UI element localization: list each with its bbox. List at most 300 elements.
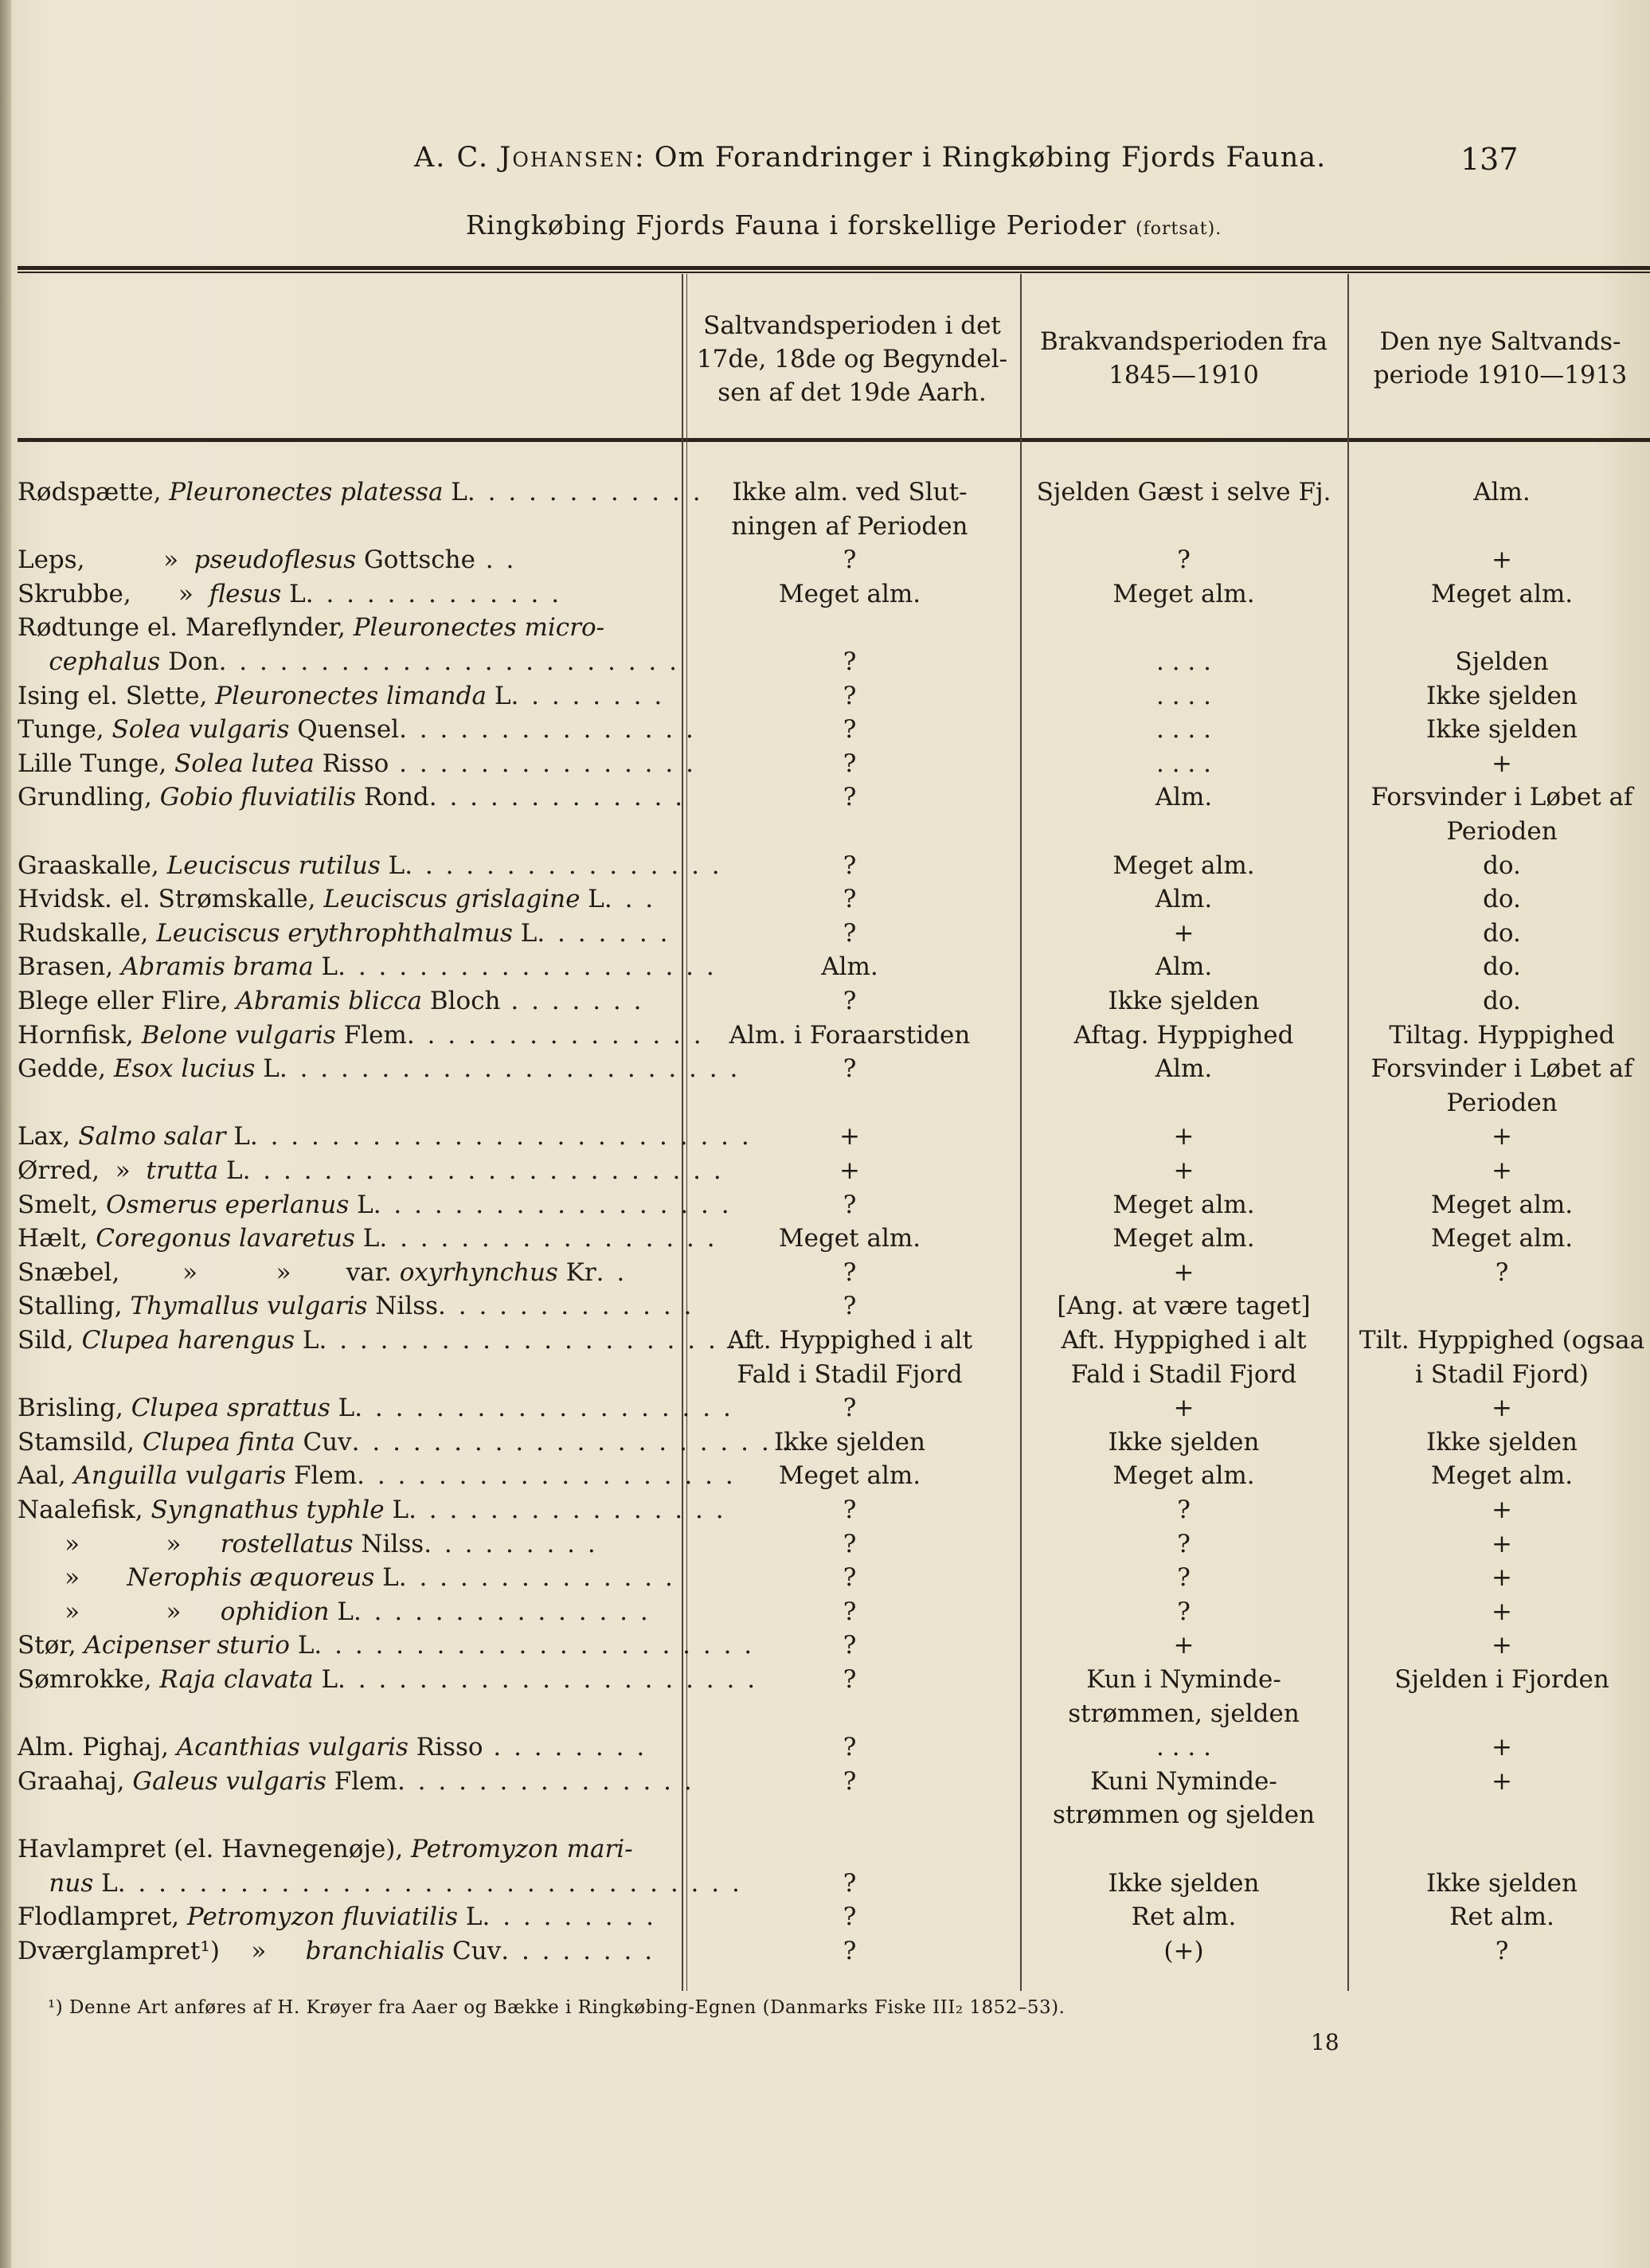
common-name: Smelt, (18, 1190, 107, 1219)
latin-name: Acanthias vulgaris (176, 1733, 409, 1762)
table-row (0, 543, 1650, 577)
table-row (0, 1765, 1650, 1799)
brackish-period-cell: [Ang. at være taget] (1057, 1292, 1311, 1321)
table-row (0, 1798, 1650, 1832)
brackish-period-cell: Fald i Stadil Fjord (1070, 1359, 1297, 1389)
brackish-period-cell: Aft. Hyppighed i alt (1061, 1326, 1307, 1355)
latin-name: Raja clavata (159, 1665, 314, 1694)
new-salt-period-cell: Perioden (1446, 817, 1558, 846)
column-header-brackish-period (1022, 325, 1345, 392)
brackish-period-cell: (+) (1163, 1936, 1204, 1965)
new-salt-period-cell: do. (1483, 885, 1521, 914)
latin-name: Pleuronectes micro- (353, 613, 605, 643)
table-row (0, 1289, 1650, 1324)
new-salt-period-cell: Alm. (1473, 478, 1531, 506)
authority: Flem (326, 1766, 397, 1796)
column-header-new-salt-period (1351, 325, 1650, 392)
common-name: Lille Tunge, (18, 749, 175, 778)
authority: L (512, 918, 538, 948)
authority: Rond (356, 783, 429, 812)
salt-period-cell: ? (843, 1936, 857, 1965)
salt-period-cell: ? (843, 1631, 857, 1660)
brackish-period-cell: . . . . (1156, 1733, 1211, 1762)
salt-period-cell: ? (843, 749, 857, 778)
signature-mark: 18 (1311, 2029, 1339, 2055)
species-name (18, 1188, 732, 1222)
authority: L (93, 1868, 118, 1898)
leader-dots: . . . . . . . . . . . . . (428, 783, 686, 812)
table-row (0, 1493, 1650, 1527)
new-salt-period-cell: Forsvinder i Løbet af (1370, 1054, 1633, 1084)
salt-period-cell: + (839, 1122, 860, 1152)
table-row (0, 1595, 1650, 1629)
column-header-line: Brakvandsperioden fra (1040, 327, 1327, 356)
salt-period-cell: Meget alm. (778, 579, 921, 608)
new-salt-period-cell: Meget alm. (1430, 1461, 1574, 1491)
species-name (18, 645, 679, 679)
species-name (18, 1289, 694, 1324)
brackish-period-cell: Alm. (1155, 783, 1213, 812)
brackish-period-cell: Aftag. Hyppighed (1073, 1020, 1294, 1050)
species-name (18, 577, 663, 612)
salt-period-cell: ? (843, 783, 857, 812)
authority: L (218, 1156, 243, 1185)
salt-period-cell: ? (843, 1868, 857, 1898)
brackish-period-cell: Ret alm. (1131, 1902, 1237, 1932)
latin-name: Acipenser sturio (84, 1631, 290, 1660)
brackish-period-cell: Alm. (1155, 1054, 1213, 1084)
brackish-period-cell: Meget alm. (1112, 1190, 1255, 1219)
brackish-period-cell: ? (1177, 1563, 1191, 1593)
authority: L (329, 1597, 354, 1626)
salt-period-cell: ? (843, 1496, 857, 1524)
leader-dots: . . . . . . . . . . . . . . (398, 1563, 675, 1593)
brackish-period-cell: Meget alm. (1112, 1461, 1255, 1491)
salt-period-cell: Aft. Hyppighed i alt (726, 1326, 973, 1355)
column-header-line: periode 1910—1913 (1373, 361, 1628, 389)
brackish-period-cell: Ikke sjelden (1108, 1868, 1260, 1898)
footnote-mark: ¹) (48, 1997, 64, 2018)
table-row (0, 1256, 1650, 1290)
table-row (0, 1867, 1650, 1901)
leader-dots: . . . . . . . . . . . . . . . (353, 1597, 651, 1626)
common-name: Snæbel, » » var. (18, 1257, 400, 1287)
latin-name: flesus (209, 579, 282, 608)
common-name: Tunge, (18, 715, 112, 745)
latin-name: oxyrhynchus (399, 1257, 558, 1287)
new-salt-period-cell: Ikke sjelden (1426, 681, 1578, 710)
table-row (0, 984, 1650, 1019)
common-name: » » (18, 1597, 221, 1626)
species-name (18, 1561, 675, 1595)
running-head (414, 142, 1326, 174)
common-name: Leps, » (18, 545, 194, 575)
salt-period-cell: ? (843, 1292, 857, 1321)
leader-dots: . . . . . . . (537, 918, 671, 948)
salt-period-cell: ? (843, 1665, 857, 1694)
salt-period-cell: Alm. i Foraarstiden (729, 1020, 971, 1050)
table-row (0, 1934, 1650, 1969)
table-header-rule (18, 438, 1650, 442)
authority: Flem (335, 1020, 407, 1050)
new-salt-period-cell: do. (1483, 952, 1521, 982)
authority: L (349, 1190, 373, 1219)
salt-period-cell: ? (843, 987, 857, 1015)
leader-dots: . . . . . . . . . . . . . . . . . . . . . (338, 1665, 758, 1694)
brackish-period-cell: . . . . (1156, 715, 1211, 745)
species-name (18, 543, 663, 577)
common-name: Stør, (18, 1631, 84, 1660)
leader-dots: . . . . . . . . . . . . . . . . . . . . . . . . . . . . . . . (117, 1868, 742, 1898)
table-row (0, 611, 1650, 645)
species-name (18, 1120, 752, 1154)
salt-period-cell: ? (843, 1257, 857, 1287)
authority: Nilss (367, 1292, 439, 1321)
salt-period-cell: ningen af Perioden (731, 511, 968, 541)
latin-name: Clupea harengus (81, 1326, 295, 1355)
latin-name: Abramis blicca (236, 987, 422, 1015)
salt-period-cell: Ikke alm. ved Slut- (732, 478, 968, 506)
leader-dots: . . . . . . . . (501, 1936, 655, 1965)
running-title: : Om Forandringer i Ringkøbing Fjords Fauna. (634, 142, 1327, 174)
brackish-period-cell: ? (1177, 1529, 1191, 1558)
common-name: » (18, 1563, 127, 1593)
leader-dots: . . . . . . . . . . . . . . . (406, 1020, 704, 1050)
latin-name: Leuciscus erythrophthalmus (156, 918, 513, 948)
common-name: Aal, (18, 1461, 74, 1491)
salt-period-cell: ? (843, 1190, 857, 1219)
table-row (0, 1900, 1650, 1934)
species-name (18, 1832, 663, 1867)
latin-name: Belone vulgaris (141, 1020, 336, 1050)
common-name: Stalling, (18, 1292, 131, 1321)
authority: L (374, 1563, 399, 1593)
common-name: Blege eller Flire, (18, 987, 237, 1015)
latin-name: Gobio fluviatilis (159, 783, 357, 812)
salt-period-cell: ? (843, 545, 857, 575)
column-header-salt-period (686, 309, 1018, 409)
common-name: Flodlampret, (18, 1902, 187, 1932)
table-title-continued: (fortsat). (1136, 219, 1222, 239)
table-title (466, 209, 1222, 240)
brackish-period-cell: strømmen og sjelden (1052, 1801, 1316, 1830)
latin-name: trutta (146, 1156, 219, 1185)
common-name: Rudskalle, (18, 918, 157, 948)
common-name: Havlampret (el. Havnegenøje), (18, 1835, 412, 1863)
authority: L (486, 681, 511, 710)
authority: L (313, 952, 338, 982)
authority: Cuv (295, 1427, 352, 1457)
leader-dots: . . . . . . . . . (482, 1902, 657, 1932)
latin-name: Salmo salar (78, 1122, 226, 1152)
latin-name: nus (49, 1868, 94, 1898)
species-name (18, 1493, 726, 1527)
brackish-period-cell: + (1173, 1156, 1194, 1185)
latin-name: Syngnathus typhle (151, 1496, 385, 1524)
table-row (0, 1527, 1650, 1562)
latin-name: ophidion (220, 1597, 330, 1626)
brackish-period-cell: . . . . (1156, 647, 1211, 676)
leader-dots: . . . . . . . . . . . . . . . . . . . . . . (314, 1631, 755, 1660)
new-salt-period-cell: + (1492, 1733, 1512, 1762)
authority: Kr (557, 1257, 596, 1287)
latin-name: Abramis brama (121, 952, 314, 982)
table-row (0, 1358, 1650, 1392)
column-header-line: 17de, 18de og Begyndel- (696, 345, 1008, 373)
authority: L (289, 1631, 315, 1660)
table-row (0, 475, 1650, 510)
new-salt-period-cell: + (1492, 749, 1512, 778)
authority: L (295, 1326, 319, 1355)
species-name (18, 1222, 717, 1256)
salt-period-cell: Ikke sjelden (774, 1427, 925, 1457)
leader-dots: . . . (604, 885, 656, 914)
table-row (0, 1391, 1650, 1425)
latin-name: Clupea sprattus (131, 1394, 330, 1423)
table-row (0, 747, 1650, 781)
salt-period-cell: ? (843, 1597, 857, 1626)
species-name (18, 849, 722, 883)
new-salt-period-cell: + (1492, 1766, 1512, 1796)
new-salt-period-cell: + (1492, 1496, 1512, 1524)
leader-dots: . . . . . . . . . . . . . . . . . . . . . . . (218, 647, 679, 676)
leader-dots: . . . . . . . . . . . . . . . . . . . . . . . . . (249, 1122, 752, 1152)
common-name: Grundling, (18, 783, 160, 812)
leader-dots: . . . . . . . . . . . . . (438, 1292, 694, 1321)
common-name: Stamsild, (18, 1427, 143, 1457)
species-name (18, 1154, 724, 1188)
column-header-line: Saltvandsperioden i det (703, 311, 1001, 340)
species-name (18, 611, 663, 645)
new-salt-period-cell: + (1492, 1394, 1512, 1423)
authority: L (354, 1224, 380, 1253)
authority: L (255, 1054, 280, 1084)
common-name: Hælt, (18, 1224, 96, 1253)
new-salt-period-cell: + (1492, 1563, 1512, 1593)
common-name: Graaskalle, (18, 850, 167, 880)
leader-dots: . . . . . . . (500, 987, 644, 1015)
species-name (18, 1900, 663, 1934)
new-salt-period-cell: Sjelden i Fjorden (1394, 1665, 1609, 1694)
new-salt-period-cell: Tilt. Hyppighed (ogsaa (1359, 1326, 1645, 1355)
salt-period-cell: Meget alm. (778, 1224, 921, 1253)
new-salt-period-cell: + (1492, 1529, 1512, 1558)
authority: Flem (286, 1461, 358, 1491)
authority: Risso (408, 1733, 483, 1762)
new-salt-period-cell: Perioden (1446, 1088, 1558, 1117)
authority: Cuv (444, 1936, 502, 1965)
brackish-period-cell: Meget alm. (1112, 850, 1255, 880)
leader-dots: . . . . . . . . . . . . . . . (397, 1766, 694, 1796)
common-name: Brasen, (18, 952, 122, 982)
common-name: Brisling, (18, 1394, 131, 1423)
leader-dots: . . . . . . . . . . . . . . . . (409, 1496, 726, 1524)
latin-name: Galeus vulgaris (132, 1766, 326, 1796)
brackish-period-cell: Kuni Nyminde- (1090, 1766, 1277, 1796)
salt-period-cell: ? (843, 1529, 857, 1558)
common-name: Naalefisk, (18, 1496, 151, 1524)
brackish-period-cell: + (1173, 918, 1194, 948)
table-row (0, 882, 1650, 917)
table-row (0, 1730, 1650, 1765)
latin-name: pseudoflesus (194, 545, 357, 575)
leader-dots: . . . . . . . . . . . . . . . . . . . . . . . (279, 1054, 741, 1084)
latin-name: branchialis (305, 1936, 445, 1965)
common-name: Skrubbe, » (18, 579, 209, 608)
new-salt-period-cell: + (1492, 1597, 1512, 1626)
species-name (18, 917, 671, 951)
table-top-rule (18, 266, 1650, 270)
species-name (18, 780, 686, 815)
new-salt-period-cell: Ikke sjelden (1426, 1427, 1578, 1457)
latin-name: Osmerus eperlanus (106, 1190, 350, 1219)
leader-dots: . . . . . . . . . . . . . . . (389, 749, 696, 778)
latin-name: Coregonus lavaretus (96, 1224, 355, 1253)
latin-name: Anguilla vulgaris (73, 1461, 287, 1491)
brackish-period-cell: Meget alm. (1112, 579, 1255, 608)
salt-period-cell: ? (843, 918, 857, 948)
column-header-line: sen af det 19de Aarh. (717, 378, 987, 407)
salt-period-cell: + (839, 1156, 860, 1185)
common-name: Ørred, » (18, 1156, 147, 1185)
table-row (0, 1019, 1650, 1053)
column-header-line: Den nye Saltvands- (1379, 327, 1621, 356)
brackish-period-cell: ? (1177, 1496, 1191, 1524)
salt-period-cell: ? (843, 681, 857, 710)
new-salt-period-cell: Meget alm. (1430, 1190, 1574, 1219)
leader-dots: . . . . . . . . (483, 1733, 647, 1762)
authority: Don (160, 647, 219, 676)
brackish-period-cell: Kun i Nyminde- (1086, 1665, 1281, 1694)
common-name: Rødspætte, (18, 478, 170, 506)
table-row (0, 1832, 1650, 1867)
brackish-period-cell: . . . . (1156, 681, 1211, 710)
authority: L (384, 1496, 409, 1524)
table-row (0, 1222, 1650, 1256)
table-row (0, 1459, 1650, 1493)
latin-name: Solea vulgaris (111, 715, 290, 745)
new-salt-period-cell: Ikke sjelden (1426, 1868, 1578, 1898)
table-row (0, 950, 1650, 984)
brackish-period-cell: + (1173, 1631, 1194, 1660)
common-name: Hvidsk. el. Strømskalle, (18, 885, 324, 914)
brackish-period-cell: ? (1177, 545, 1191, 575)
brackish-period-cell: ? (1177, 1597, 1191, 1626)
species-name (18, 984, 663, 1019)
species-name (18, 1730, 663, 1765)
species-name (18, 1663, 758, 1697)
new-salt-period-cell: ? (1495, 1257, 1509, 1287)
leader-dots: . . . . . . . . (510, 681, 665, 710)
brackish-period-cell: Alm. (1155, 885, 1213, 914)
common-name: Sild, (18, 1326, 82, 1355)
page-number: 137 (1460, 142, 1519, 177)
brackish-period-cell: Meget alm. (1112, 1224, 1255, 1253)
new-salt-period-cell: do. (1483, 918, 1521, 948)
common-name: » » (18, 1529, 221, 1558)
table-row (0, 780, 1650, 815)
table-row (0, 713, 1650, 747)
common-name: Hornfisk, (18, 1020, 142, 1050)
table-row (0, 1188, 1650, 1222)
species-name (18, 679, 663, 714)
leader-dots: . . . . . . . . . . . . . . . . . . . . . . . . (242, 1156, 724, 1185)
table-row (0, 1663, 1650, 1697)
brackish-period-cell: + (1173, 1122, 1194, 1152)
species-name (18, 1527, 663, 1562)
latin-name: Nerophis æquoreus (127, 1563, 375, 1593)
table-row (0, 1086, 1650, 1120)
species-name (18, 1425, 792, 1460)
authority: L (281, 579, 306, 608)
latin-name: Leuciscus grislagine (323, 885, 581, 914)
table-row (0, 1324, 1650, 1358)
leader-dots: . . . . . . . . . . . . . . . . . (379, 1224, 717, 1253)
table-title-text: Ringkøbing Fjords Fauna i forskellige Perioder (466, 209, 1127, 240)
common-name: Dværglampret¹) » (18, 1936, 306, 1965)
latin-name: Thymallus vulgaris (130, 1292, 368, 1321)
new-salt-period-cell: Meget alm. (1430, 1224, 1574, 1253)
salt-period-cell: ? (843, 1733, 857, 1762)
table-row (0, 1052, 1650, 1086)
brackish-period-cell: Ikke sjelden (1108, 1427, 1260, 1457)
salt-period-cell: Fald i Stadil Fjord (737, 1359, 963, 1389)
leader-dots: . . . . . . . . . . . . . . . . (405, 850, 722, 880)
new-salt-period-cell: + (1492, 1122, 1512, 1152)
new-salt-period-cell: i Stadil Fjord) (1414, 1359, 1589, 1389)
authority: L (458, 1902, 483, 1932)
table-row (0, 1154, 1650, 1188)
new-salt-period-cell: + (1492, 545, 1512, 575)
latin-name: Esox lucius (113, 1054, 256, 1084)
new-salt-period-cell: Forsvinder i Løbet af (1370, 783, 1633, 812)
authority: L (225, 1122, 250, 1152)
leader-dots: . . . . . . . . . . . . . . . . . . . . . . (351, 1427, 792, 1457)
authority: Bloch (421, 987, 501, 1015)
authority: Nilss (353, 1529, 424, 1558)
brackish-period-cell: + (1173, 1257, 1194, 1287)
species-name (18, 747, 696, 781)
salt-period-cell: ? (843, 885, 857, 914)
new-salt-period-cell: Ikke sjelden (1426, 715, 1578, 745)
common-name: Gedde, (18, 1054, 114, 1084)
species-name (18, 1595, 663, 1629)
table-row (0, 510, 1650, 544)
column-header-line: 1845—1910 (1108, 361, 1259, 389)
brackish-period-cell: Sjelden Gæst i selve Fj. (1036, 478, 1331, 506)
latin-name: Clupea finta (142, 1427, 295, 1457)
brackish-period-cell: + (1173, 1394, 1194, 1423)
brackish-period-cell: strømmen, sjelden (1068, 1699, 1300, 1728)
common-name (18, 1869, 49, 1898)
common-name (18, 647, 49, 676)
species-name (18, 1867, 742, 1901)
table-row (0, 1629, 1650, 1663)
leader-dots: . . . . . . . . . . . . . . . . . . . . . . (319, 1326, 760, 1355)
authority: L (313, 1665, 338, 1694)
authority: Quensel (289, 715, 400, 745)
table-row (0, 645, 1650, 679)
salt-period-cell: ? (843, 1902, 857, 1932)
new-salt-period-cell: + (1492, 1631, 1512, 1660)
leader-dots: . . . . . . . . . . . . . . . . . . . (338, 952, 717, 982)
salt-period-cell: ? (843, 1766, 857, 1796)
species-name (18, 1459, 736, 1493)
leader-dots: . . (596, 1257, 628, 1287)
authority: L (443, 478, 467, 506)
authority: Risso (314, 749, 389, 778)
brackish-period-cell: Ikke sjelden (1108, 987, 1260, 1015)
